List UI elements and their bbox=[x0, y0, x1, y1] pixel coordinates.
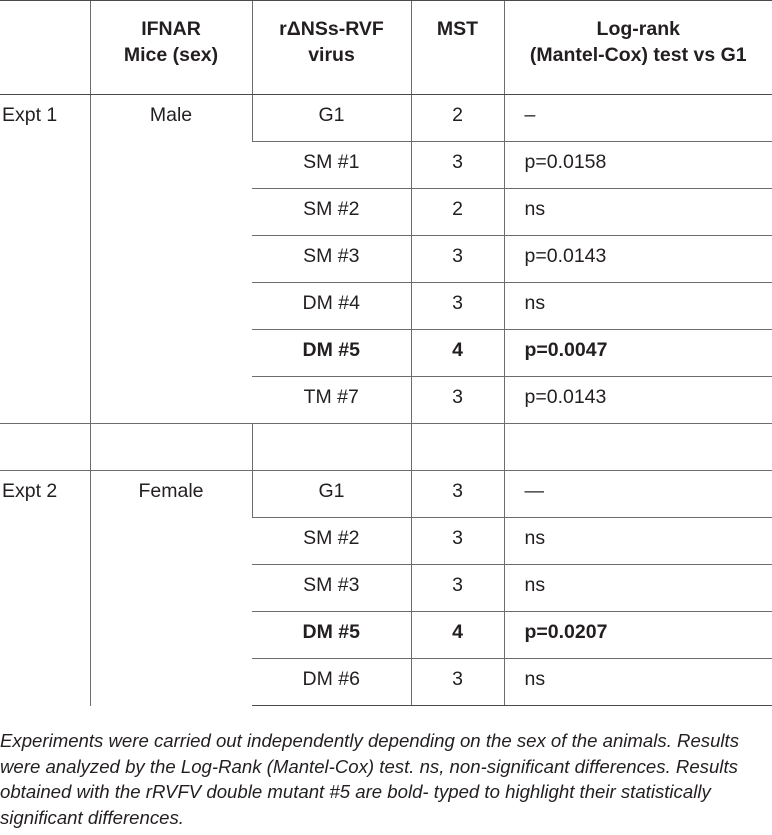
test-cell: ns bbox=[504, 518, 772, 565]
mst-cell: 3 bbox=[411, 565, 504, 612]
header-mice bbox=[90, 1, 252, 95]
mst-cell: 3 bbox=[411, 659, 504, 706]
mst-cell: 3 bbox=[411, 377, 504, 424]
expt2-label: Expt 2 bbox=[2, 480, 58, 502]
header-mice-line1: IFNAR bbox=[141, 18, 201, 40]
header-experiment bbox=[0, 1, 90, 95]
test-cell: ns bbox=[504, 283, 772, 330]
mst-cell: 3 bbox=[411, 142, 504, 189]
expt1-label: Expt 1 bbox=[2, 104, 58, 126]
expt2-sex: Female bbox=[90, 471, 252, 706]
header-mice-line2: Mice (sex) bbox=[123, 44, 219, 66]
virus-cell: DM #5 bbox=[252, 330, 411, 377]
mst-cell: 4 bbox=[411, 612, 504, 659]
header-test-line2: (Mantel-Cox) test vs G1 bbox=[529, 44, 747, 66]
test-cell: ns bbox=[504, 565, 772, 612]
test-cell: — bbox=[504, 471, 772, 518]
header-test bbox=[504, 1, 772, 95]
header-virus-line2: virus bbox=[308, 44, 355, 66]
mst-cell: 2 bbox=[411, 189, 504, 236]
virus-cell: SM #2 bbox=[252, 518, 411, 565]
virus-cell: DM #4 bbox=[252, 283, 411, 330]
virus-cell: SM #3 bbox=[252, 236, 411, 283]
header-mst: MST bbox=[411, 1, 504, 95]
table-header bbox=[0, 1, 772, 95]
mst-cell: 3 bbox=[411, 236, 504, 283]
test-cell: p=0.0143 bbox=[504, 236, 772, 283]
mst-cell: 2 bbox=[411, 95, 504, 142]
header-test-line1: Log-rank bbox=[596, 18, 680, 40]
test-cell: ns bbox=[504, 659, 772, 706]
virus-cell: G1 bbox=[252, 95, 411, 142]
virus-cell: G1 bbox=[252, 471, 411, 518]
expt1-sex: Male bbox=[90, 95, 252, 424]
test-cell: p=0.0047 bbox=[504, 330, 772, 377]
virus-cell: DM #6 bbox=[252, 659, 411, 706]
table-row bbox=[0, 471, 772, 518]
test-cell: p=0.0158 bbox=[504, 142, 772, 189]
spacer-cell bbox=[504, 424, 772, 471]
spacer-cell bbox=[411, 424, 504, 471]
table-body bbox=[0, 95, 772, 706]
spacer-row bbox=[0, 424, 772, 471]
header-virus bbox=[252, 1, 411, 95]
mst-cell: 4 bbox=[411, 330, 504, 377]
virus-cell: TM #7 bbox=[252, 377, 411, 424]
test-cell: p=0.0143 bbox=[504, 377, 772, 424]
table-footnote: Experiments were carried out independently depending on the sex of the animals. Results were analyzed by the Log-Rank (Mantel-Cox) test. ns, non-significant differences. Results obtained with the rRVFV double mutant #5 are bold- typed to highlight their statistically significant differences. bbox=[0, 730, 740, 828]
header-virus-line1: rΔNSs-RVF bbox=[279, 18, 384, 40]
virus-cell: SM #2 bbox=[252, 189, 411, 236]
test-cell: p=0.0207 bbox=[504, 612, 772, 659]
test-cell: – bbox=[504, 95, 772, 142]
spacer-cell bbox=[252, 424, 411, 471]
spacer-cell bbox=[90, 424, 252, 471]
mst-cell: 3 bbox=[411, 471, 504, 518]
virus-cell: SM #3 bbox=[252, 565, 411, 612]
virus-cell: DM #5 bbox=[252, 612, 411, 659]
header-row bbox=[0, 1, 772, 95]
mst-cell: 3 bbox=[411, 518, 504, 565]
table-row bbox=[0, 95, 772, 142]
mst-cell: 3 bbox=[411, 283, 504, 330]
test-cell: ns bbox=[504, 189, 772, 236]
virus-cell: SM #1 bbox=[252, 142, 411, 189]
spacer-cell bbox=[0, 424, 90, 471]
